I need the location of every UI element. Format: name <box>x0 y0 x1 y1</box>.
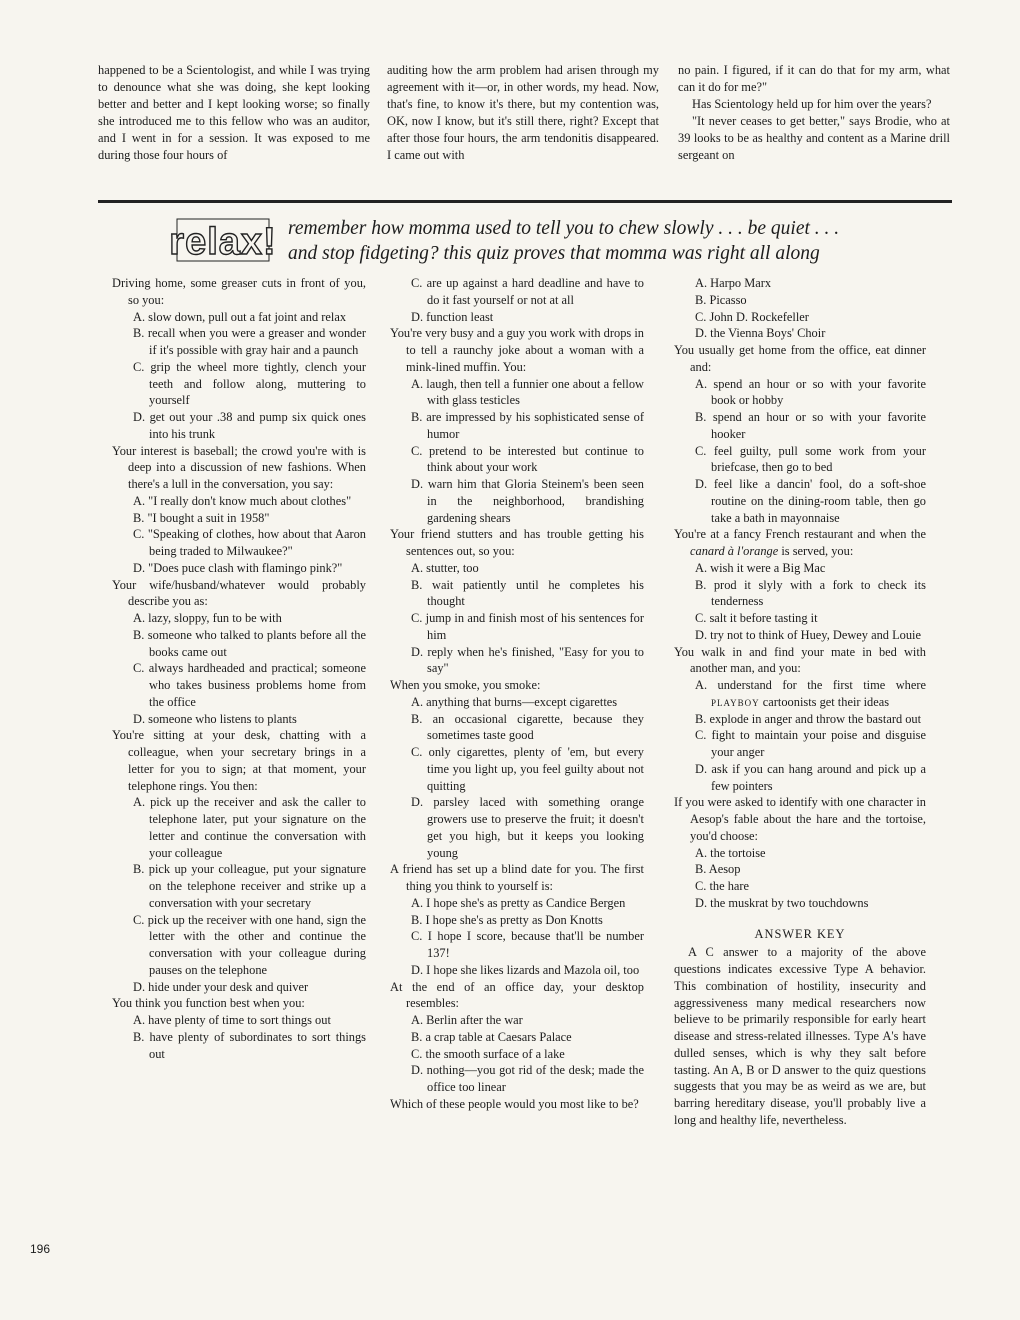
quiz-answer-option: D. ask if you can hang around and pick up a few pointers <box>695 761 926 793</box>
article-column-1 <box>98 62 370 164</box>
quiz-column-3 <box>674 275 926 1129</box>
quiz-answer-option: C. jump in and finish most of his sentences for him <box>411 611 644 642</box>
article-column-3 <box>678 62 950 164</box>
quiz-question: You're at a fancy French restaurant and when the canard à l'orange is served, you: <box>674 527 926 558</box>
quiz-answer-option: A. understand for the first time where playboy cartoonists get their ideas <box>695 678 926 709</box>
quiz-answer-option: B. a crap table at Caesars Palace <box>411 1029 572 1044</box>
article-paragraph: auditing how the arm problem had arisen through my agreement with it—or, in other words, my head. Now, that's fine, to know it's there, but my contention was, OK, now I know, but it's still there, right? Except that after those four hours, the arm tendonitis disappeared. I came out with <box>387 63 659 162</box>
quiz-answer-option: B. Aesop <box>695 862 741 877</box>
quiz-answer-option: C. fight to maintain your poise and disguise your anger <box>695 728 926 759</box>
quiz-answer-option: B. someone who talked to plants before all the books came out <box>133 627 366 659</box>
quiz-answer-option: A. Berlin after the war <box>411 1013 523 1027</box>
quiz-answer-option: A. pick up the receiver and ask the caller to telephone later, put your signature on the letter and continue the conversation with your colleague <box>133 795 366 860</box>
quiz-answer-option: C. are up against a hard deadline and have to do it fast yourself or not at all <box>411 276 644 307</box>
article-paragraph: "It never ceases to get better," says Brodie, who at 39 looks to be as healthy and content as a Marine drill sergeant on <box>678 114 950 162</box>
quiz-question: At the end of an office day, your desktop resembles: <box>390 979 644 1011</box>
quiz-question: You're sitting at your desk, chatting with a colleague, when your secretary brings in a letter for you to sign; at that moment, your telephone rings. You then: <box>112 728 366 793</box>
quiz-answer-option: C. the hare <box>695 879 750 893</box>
quiz-answer-option: D. feel like a dancin' fool, do a soft-shoe routine on the dining-room table, then go take a bath in mayonnaise <box>695 477 926 525</box>
quiz-answer-option: A. anything that burns—except cigarettes <box>411 694 618 709</box>
article-paragraph: Has Scientology held up for him over the years? <box>692 97 932 111</box>
tagline-line-2: and stop fidgeting? this quiz proves that momma was right all along <box>288 243 820 264</box>
quiz-answer-option: A. stutter, too <box>411 560 479 575</box>
quiz-answer-option: D. try not to think of Huey, Dewey and Louie <box>695 627 921 642</box>
quiz-answer-option: B. prod it slyly with a fork to check its tenderness <box>695 577 926 609</box>
quiz-answer-option: C. John D. Rockefeller <box>695 309 809 324</box>
quiz-answer-option: A. the tortoise <box>695 845 766 860</box>
quiz-answer-option: C. pick up the receiver with one hand, sign the letter with the other and continue the conversation with your colleague during pauses on the telephone <box>133 912 366 977</box>
tagline-line-1: remember how momma used to tell you to chew slowly . . . be quiet . . . <box>288 218 840 239</box>
quiz-answer-option: B. an occasional cigarette, because they sometimes taste good <box>411 711 644 743</box>
relax-logo <box>169 218 277 263</box>
quiz-header <box>169 218 956 270</box>
quiz-answer-option: A. have plenty of time to sort things out <box>133 1013 331 1027</box>
quiz-column-1 <box>112 275 366 1062</box>
quiz-answer-option: C. only cigarettes, plenty of 'em, but every time you light up, you feel guilty about not quitting <box>411 745 644 793</box>
quiz-question: You're very busy and a guy you work with drops in to tell a raunchy joke about a woman with a mink-lined muffin. You: <box>390 326 644 374</box>
quiz-answer-option: C. salt it before tasting it <box>695 611 818 625</box>
quiz-answer-option: D. hide under your desk and quiver <box>133 979 309 994</box>
quiz-answer-option: B. I hope she's as pretty as Don Knotts <box>411 912 603 927</box>
quiz-question: You walk in and find your mate in bed with another man, and you: <box>674 644 926 676</box>
quiz-question: When you smoke, you smoke: <box>390 678 541 692</box>
quiz-answer-option: D. warn him that Gloria Steinem's been seen in the neighborhood, brandishing gardening shears <box>411 477 644 525</box>
quiz-answer-option: D. get out your .38 and pump six quick ones into his trunk <box>133 410 366 441</box>
quiz-answer-option: A. laugh, then tell a funnier one about a fellow with glass testicles <box>411 376 644 408</box>
quiz-answer-option: B. explode in anger and throw the bastard out <box>695 711 922 726</box>
quiz-answer-option: B. pick up your colleague, put your signature on the telephone receiver and strike up a conversation with your secretary <box>133 862 366 910</box>
quiz-answer-option: A. "I really don't know much about clothes" <box>133 493 352 508</box>
quiz-answer-option: B. Picasso <box>695 292 747 307</box>
quiz-question: You think you function best when you: <box>112 996 305 1011</box>
article-paragraph: happened to be a Scientologist, and while I was trying to denounce what she was doing, she kept looking better and better and I kept looking worse; so finally she introduced me to this fellow who was an auditor, and I went in for a session. It was exposed to me during those four hours of <box>98 63 370 162</box>
quiz-answer-option: D. nothing—you got rid of the desk; made the office too linear <box>411 1063 644 1094</box>
quiz-answer-option: D. someone who listens to plants <box>133 711 297 726</box>
quiz-answer-option: C. I hope I score, because that'll be number 137! <box>411 929 644 960</box>
article-paragraph: no pain. I figured, if it can do that for my arm, what can it do for me?" <box>678 63 950 94</box>
quiz-answer-option: A. Harpo Marx <box>695 276 772 290</box>
quiz-answer-option: D. parsley laced with something orange growers use to preserve the fruit; it doesn't get you high, but it keeps you looking young <box>411 795 644 860</box>
page-number: 196 <box>30 1242 51 1256</box>
quiz-answer-option: B. have plenty of subordinates to sort things out <box>133 1029 366 1061</box>
quiz-answer-option: A. I hope she's as pretty as Candice Bergen <box>411 895 626 910</box>
quiz-question: Your interest is baseball; the crowd you're with is deep into a discussion of new fashions. When there's a lull in the conversation, you say: <box>112 443 366 491</box>
quiz-answer-option: A. slow down, pull out a fat joint and relax <box>133 309 347 324</box>
quiz-answer-option: B. are impressed by his sophisticated sense of humor <box>411 410 644 441</box>
quiz-answer-option: B. spend an hour or so with your favorite hooker <box>695 410 926 441</box>
article-column-2 <box>387 62 659 164</box>
quiz-question: You usually get home from the office, eat dinner and: <box>674 343 926 374</box>
quiz-answer-option: B. "I bought a suit in 1958" <box>133 510 270 525</box>
quiz-question: If you were asked to identify with one character in Aesop's fable about the hare and the tortoise, you'd choose: <box>674 795 926 843</box>
relax-logo-text: relax! <box>169 221 277 263</box>
quiz-question: A friend has set up a blind date for you. The first thing you think to yourself is: <box>390 862 644 893</box>
quiz-question: Driving home, some greaser cuts in front of you, so you: <box>112 276 366 307</box>
section-divider <box>98 200 952 203</box>
quiz-column-2 <box>390 275 644 1113</box>
article-continuation <box>98 62 952 182</box>
quiz-answer-option: D. "Does puce clash with flamingo pink?" <box>133 560 343 575</box>
quiz-answer-option: D. I hope she likes lizards and Mazola oil, too <box>411 962 640 977</box>
quiz-answer-option: C. the smooth surface of a lake <box>411 1046 565 1061</box>
quiz-answer-option: A. lazy, sloppy, fun to be with <box>133 611 282 625</box>
quiz-answer-option: A. spend an hour or so with your favorite book or hobby <box>695 376 926 408</box>
quiz-answer-option: D. the Vienna Boys' Choir <box>695 326 826 341</box>
quiz-answer-option: C. pretend to be interested but continue to think about your work <box>411 443 644 475</box>
quiz-answer-option: C. feel guilty, pull some work from your briefcase, then go to bed <box>695 443 926 475</box>
quiz-question: Which of these people would you most like to be? <box>390 1096 639 1111</box>
quiz-answer-option: B. wait patiently until he completes his thought <box>411 577 644 609</box>
quiz-answer-option: D. function least <box>411 309 494 324</box>
quiz-tagline <box>288 216 956 266</box>
quiz-question: Your wife/husband/whatever would probably describe you as: <box>112 577 366 609</box>
quiz-answer-option: C. "Speaking of clothes, how about that Aaron being traded to Milwaukee?" <box>133 527 366 558</box>
quiz-answer-option: C. grip the wheel more tightly, clench your teeth and follow along, muttering to yourself <box>133 359 366 408</box>
quiz-answer-option: D. the muskrat by two touchdowns <box>695 895 869 910</box>
answer-key-text: A C answer to a majority of the above questions indicates excessive Type A behavior. This combination of hostility, insecurity and aggressiveness many medical researchers now believe to be primarily responsible for early heart disease and stress-related illnesses. Type A's have dulled senses, which is why they salt before tasting. An A, B or D answer to the quiz questions suggests that you may be as weird as we are, but barring hereditary disease, you'll probably live a long and healthy life, nevertheless. <box>674 945 926 1127</box>
answer-key-heading: ANSWER KEY <box>754 926 846 941</box>
quiz-answer-option: C. always hardheaded and practical; someone who takes business problems home from the office <box>133 661 366 709</box>
quiz-answer-option: A. wish it were a Big Mac <box>695 560 826 575</box>
quiz-question: Your friend stutters and has trouble getting his sentences out, so you: <box>390 527 644 558</box>
quiz-answer-option: D. reply when he's finished, "Easy for you to say" <box>411 644 644 676</box>
quiz-answer-option: B. recall when you were a greaser and wonder if it's possible with gray hair and a paunch <box>133 326 366 357</box>
